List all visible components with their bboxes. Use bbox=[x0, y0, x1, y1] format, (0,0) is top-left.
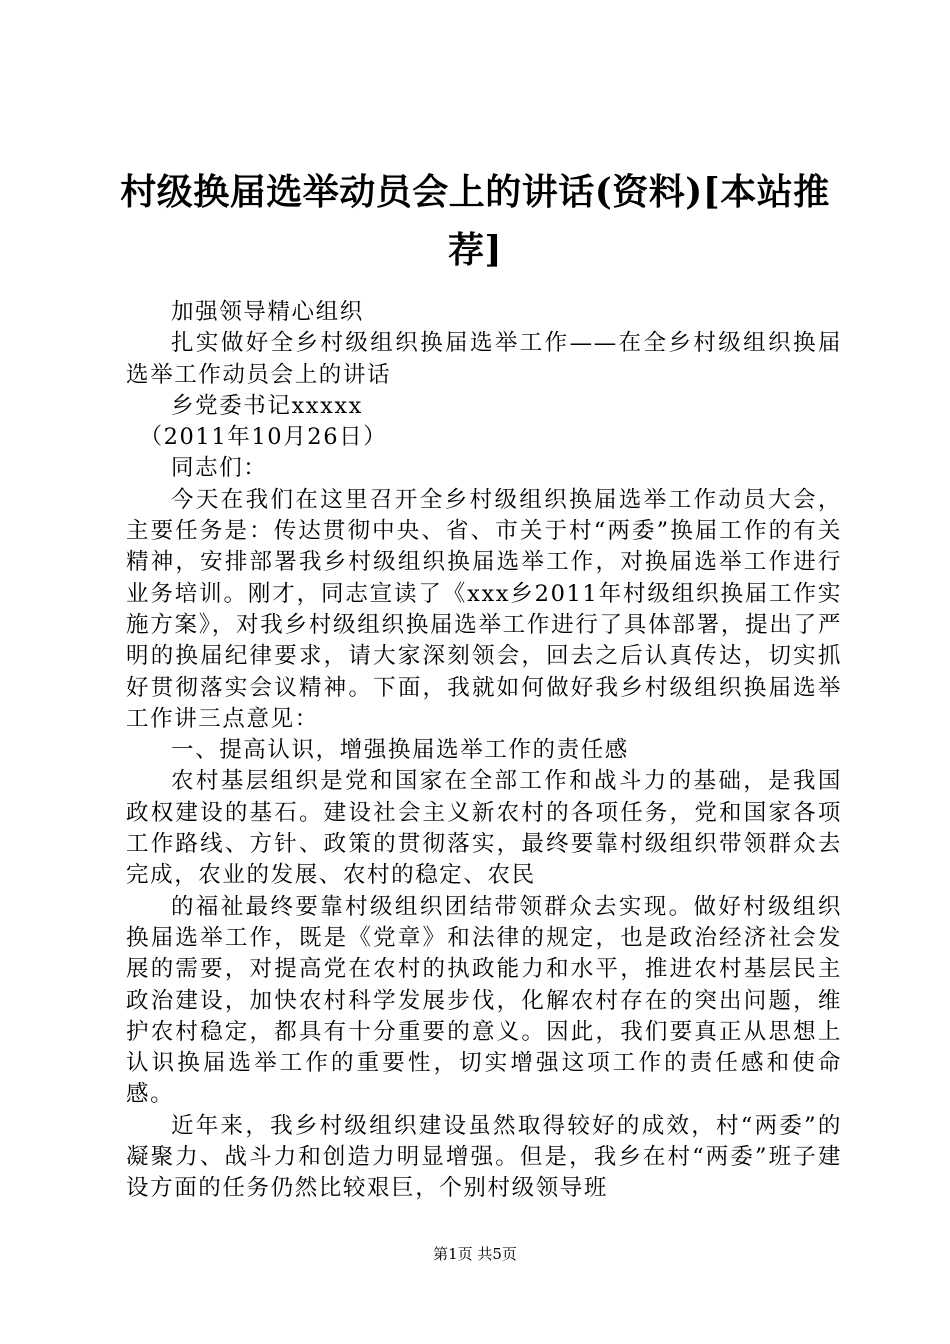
paragraph-heading: 加强领导精心组织 bbox=[171, 299, 364, 325]
paragraph-date: （2011年10月26日） bbox=[139, 424, 388, 451]
paragraph-speaker: 乡党委书记xxxxx bbox=[171, 392, 363, 419]
paragraph-body: 的福祉最终要靠村级组织团结带领群众去实现。做好村级组织换届选举工作，既是《党章》和法律的规定，也是政治经济社会发展的需要，对提高党在农村的执政能力和水平，推进农村基层民主政治建设，加快农村科学发展步伐，化解农村存在的突出问题，维护农村稳定，都具有十分重要的意义。因此，我们要真正从思想上认识换届选举工作的重要性，切实增强这项工作的责任感和使命感。 bbox=[126, 893, 842, 1108]
document-title: 村级换届选举动员会上的讲话(资料)[本站推荐] bbox=[120, 171, 830, 271]
section-heading-1: 一、提高认识，增强换届选举工作的责任感 bbox=[171, 737, 629, 764]
paragraph-body: 农村基层组织是党和国家在全部工作和战斗力的基础，是我国政权建设的基石。建设社会主义新农村的各项任务，党和国家各项工作路线、方针、政策的贯彻落实，最终要靠村级组织带领群众去完成，农业的发展、农村的稳定、农民 bbox=[126, 768, 842, 889]
paragraph-subtitle: 扎实做好全乡村级组织换届选举工作——在全乡村级组织换届选举工作动员会上的讲话 bbox=[126, 330, 842, 388]
document-body bbox=[126, 297, 842, 1205]
page-number: 第1页 共5页 bbox=[433, 1245, 517, 1263]
paragraph-body: 近年来，我乡村级组织建设虽然取得较好的成效，村“两委”的凝聚力、战斗力和创造力明显增强。但是，我乡在村“两委”班子建设方面的任务仍然比较艰巨，个别村级领导班 bbox=[126, 1112, 842, 1202]
paragraph-intro: 今天在我们在这里召开全乡村级组织换届选举工作动员大会，主要任务是：传达贯彻中央、省、市关于村“两委”换届工作的有关精神，安排部署我乡村级组织换届选举工作，对换届选举工作进行业务培训。刚才，同志宣读了《xxx乡2011年村级组织换届工作实施方案》，对我乡村级组织换届选举工作进行了具体部署，提出了严明的换届纪律要求，请大家深刻领会，回去之后认真传达，切实抓好贯彻落实会议精神。下面，我就如何做好我乡村级组织换届选举工作讲三点意见： bbox=[126, 486, 842, 732]
paragraph-salutation: 同志们： bbox=[171, 455, 268, 482]
